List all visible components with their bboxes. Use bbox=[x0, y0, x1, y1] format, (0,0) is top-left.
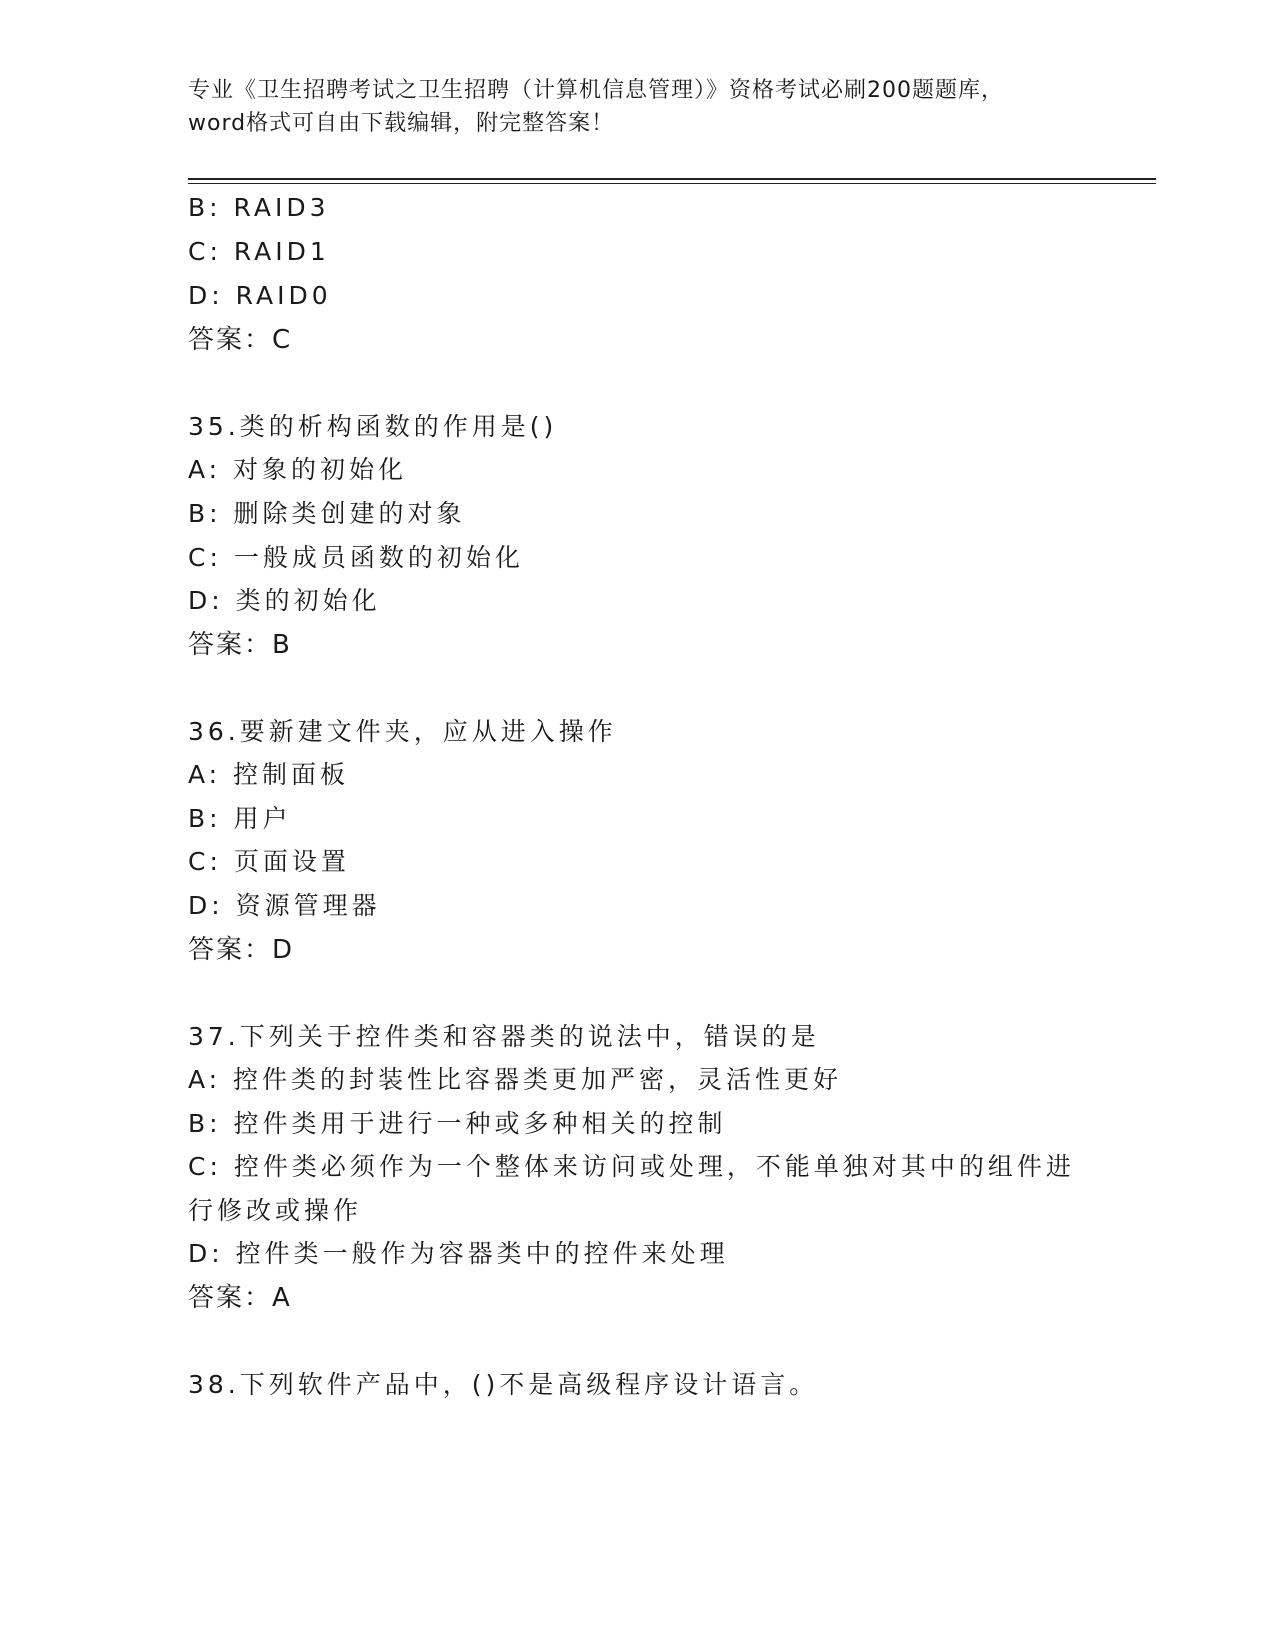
option-c: C: RAID1 bbox=[188, 237, 330, 266]
question-37-option-d: D: 控件类一般作为容器类中的控件来处理 bbox=[188, 1239, 729, 1268]
document-header bbox=[188, 74, 1088, 140]
question-35-stem: 35.类的析构函数的作用是() bbox=[188, 412, 558, 441]
header-divider bbox=[188, 178, 1156, 180]
header-line-1: 专业《卫生招聘考试之卫生招聘（计算机信息管理）》资格考试必刷200题题库， bbox=[188, 78, 1004, 103]
question-35-option-b: B: 删除类创建的对象 bbox=[188, 499, 466, 528]
question-37-option-c: C: 控件类必须作为一个整体来访问或处理，不能单独对其中的组件进 bbox=[188, 1152, 1075, 1181]
question-35-option-c: C: 一般成员函数的初始化 bbox=[188, 543, 524, 572]
option-d: D: RAID0 bbox=[188, 281, 332, 310]
question-37-answer: 答案：A bbox=[188, 1283, 292, 1313]
header-divider-thin bbox=[188, 183, 1156, 184]
answer-line: 答案：C bbox=[188, 325, 293, 355]
question-37-stem: 37.下列关于控件类和容器类的说法中，错误的是 bbox=[188, 1022, 820, 1051]
question-37-option-c-continued: 行修改或操作 bbox=[188, 1196, 363, 1225]
question-36-option-a: A: 控制面板 bbox=[188, 760, 350, 789]
question-38-stem: 38.下列软件产品中，()不是高级程序设计语言。 bbox=[188, 1370, 819, 1399]
header-line-2: word格式可自由下载编辑，附完整答案！ bbox=[188, 111, 615, 136]
question-35-option-a: A: 对象的初始化 bbox=[188, 455, 408, 484]
option-b: B: RAID3 bbox=[188, 193, 330, 222]
question-36-option-c: C: 页面设置 bbox=[188, 847, 350, 876]
question-37-option-a: A: 控件类的封装性比容器类更加严密，灵活性更好 bbox=[188, 1065, 843, 1094]
question-35-option-d: D: 类的初始化 bbox=[188, 586, 381, 615]
question-36-option-d: D: 资源管理器 bbox=[188, 891, 381, 920]
question-36-stem: 36.要新建文件夹，应从进入操作 bbox=[188, 717, 617, 746]
question-36-option-b: B: 用户 bbox=[188, 804, 292, 833]
question-36-answer: 答案：D bbox=[188, 935, 295, 965]
question-35-answer: 答案：B bbox=[188, 630, 292, 660]
question-37-option-b: B: 控件类用于进行一种或多种相关的控制 bbox=[188, 1109, 727, 1138]
